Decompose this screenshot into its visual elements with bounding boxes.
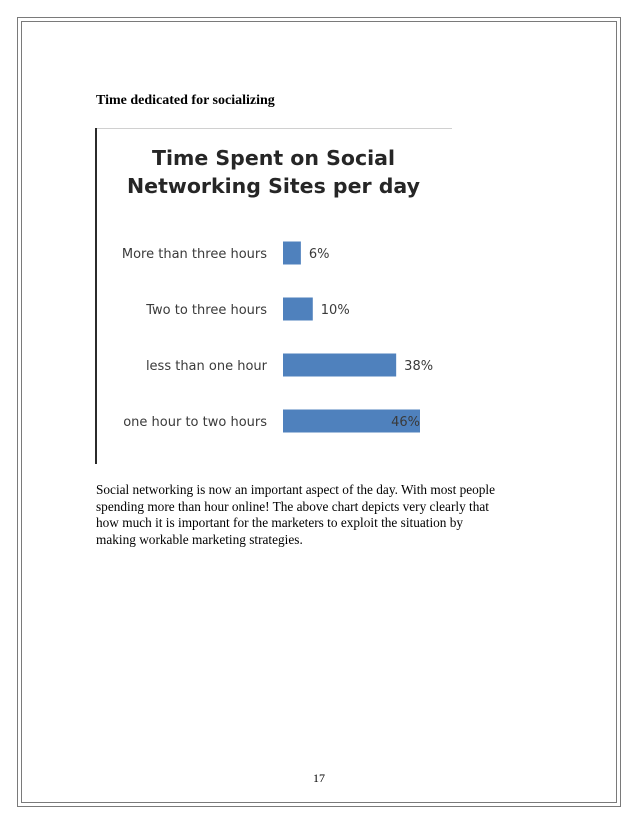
data-label: 46% — [391, 415, 420, 430]
category-label: More than three hours — [121, 247, 267, 262]
bar-chart — [95, 128, 452, 464]
data-label: 6% — [308, 247, 330, 262]
body-line-1: Social networking is now an important aspect of the day. With most people — [96, 482, 496, 497]
body-line-4: making workable marketing strategies. — [96, 532, 303, 548]
category-label: one hour to two hours — [123, 415, 267, 430]
chart-title-line-1: Time Spent on Social — [152, 146, 395, 170]
page-number: 17 — [313, 771, 325, 785]
body-line-2: spending more than hour online! The above chart depicts very clearly that — [96, 498, 489, 514]
chart-title-line-2: Networking Sites per day — [127, 174, 420, 198]
data-label: 38% — [404, 359, 434, 374]
bar — [283, 242, 301, 265]
category-label: less than one hour — [145, 359, 267, 374]
chart-container — [95, 128, 452, 464]
body-line-3: how much it is important for the marketers to exploit the situation by — [96, 515, 464, 531]
body-paragraph — [96, 482, 546, 549]
category-label: Two to three hours — [146, 303, 267, 318]
section-heading: Time dedicated for socializing — [96, 93, 275, 108]
bar — [283, 298, 313, 321]
data-label: 10% — [320, 303, 350, 318]
bar — [283, 354, 396, 377]
